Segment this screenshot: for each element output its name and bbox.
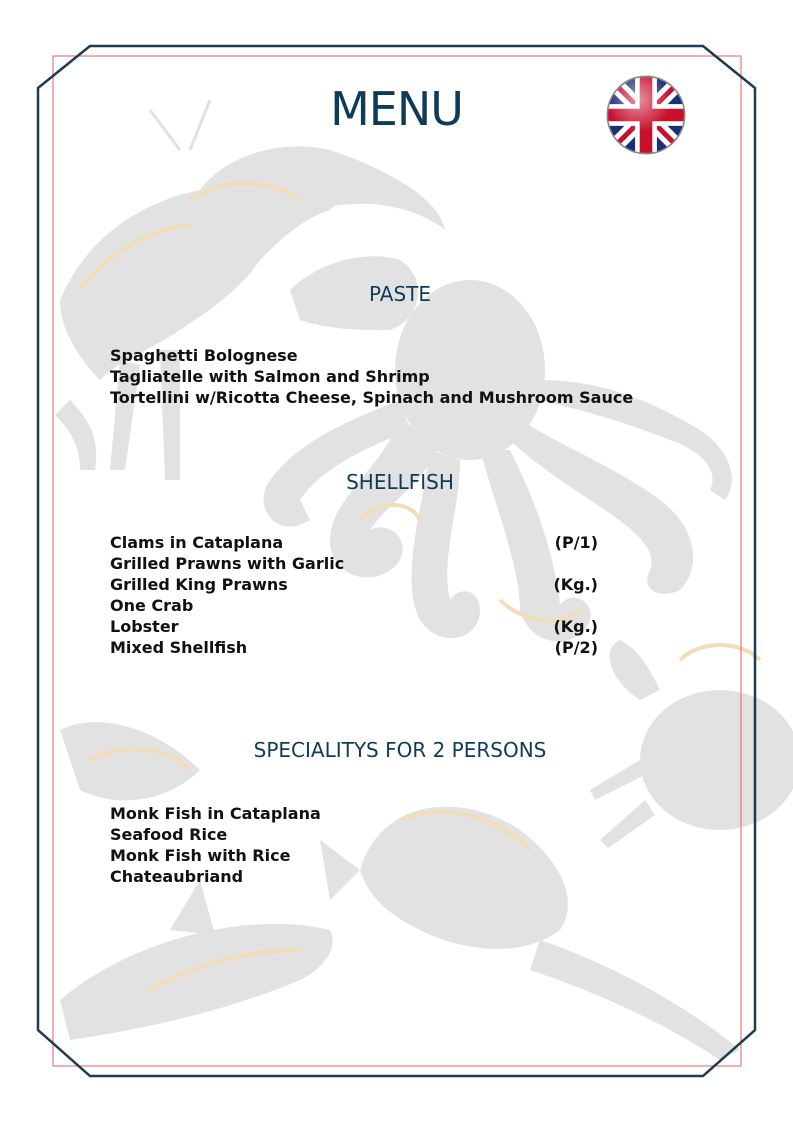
item-name: Tagliatelle with Salmon and Shrimp	[110, 367, 430, 386]
item-price: (P/2)	[554, 638, 598, 657]
section-title-shellfish: SHELLFISH	[346, 470, 454, 494]
list-item	[110, 616, 598, 637]
item-name: Monk Fish in Cataplana	[110, 804, 321, 823]
item-name: Seafood Rice	[110, 825, 228, 844]
item-name: Chateaubriand	[110, 867, 244, 886]
item-name: Grilled King Prawns	[110, 575, 288, 594]
list-item	[110, 574, 598, 595]
list-item	[110, 387, 634, 408]
list-item	[110, 637, 598, 658]
shellfish-item-list	[110, 532, 598, 658]
item-price: (P/1)	[554, 533, 598, 552]
list-item	[110, 366, 598, 387]
item-name: Grilled Prawns with Garlic	[110, 554, 345, 573]
item-name: One Crab	[110, 596, 194, 615]
item-name: Spaghetti Bolognese	[110, 346, 298, 365]
specialities-item-list	[110, 803, 598, 887]
list-item	[110, 866, 598, 887]
item-price: (Kg.)	[553, 575, 598, 594]
list-item	[110, 345, 598, 366]
paste-item-list	[110, 345, 634, 408]
section-title-paste: PASTE	[368, 282, 431, 306]
list-item	[110, 845, 598, 866]
item-name: Tortellini w/Ricotta Cheese, Spinach and Mushroom Sauce	[110, 388, 634, 407]
list-item	[110, 595, 598, 616]
item-name: Mixed Shellfish	[110, 638, 248, 657]
item-name: Lobster	[110, 617, 179, 636]
list-item	[110, 553, 598, 574]
list-item	[110, 803, 598, 824]
item-price: (Kg.)	[553, 617, 598, 636]
list-item	[110, 532, 598, 553]
item-name: Clams in Cataplana	[110, 533, 284, 552]
page-title: MENU	[330, 82, 463, 136]
list-item	[110, 824, 598, 845]
item-name: Monk Fish with Rice	[110, 846, 291, 865]
uk-flag-icon	[604, 73, 688, 157]
section-title-specialities: SPECIALITYS FOR 2 PERSONS	[253, 738, 547, 762]
